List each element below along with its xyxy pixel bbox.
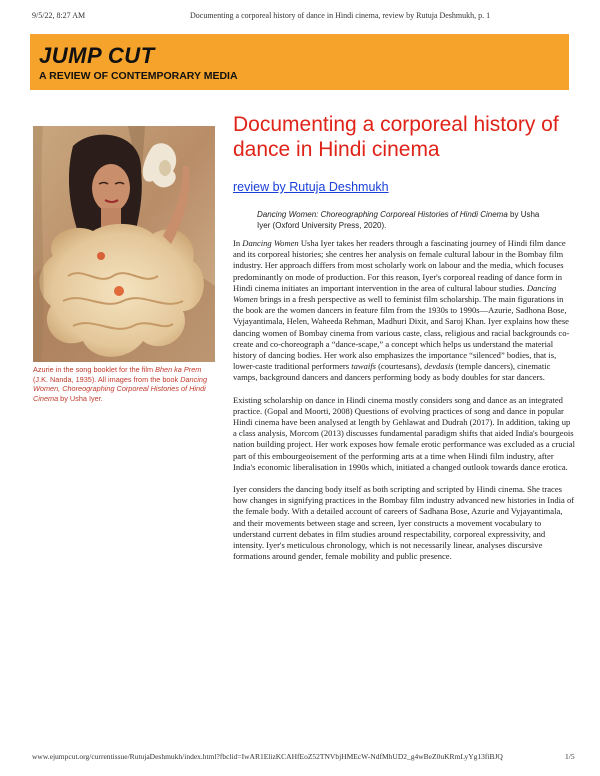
print-date: 9/5/22, 8:27 AM (32, 11, 86, 20)
print-page-title: Documenting a corporeal history of dance in Hindi cinema, review by Rutuja Deshmukh, p. 1 (190, 11, 491, 20)
paragraph-1 (233, 238, 575, 384)
p1-term-tawaifs: tawaifs (351, 361, 376, 372)
p1-text-e: brings in a fresh perspective as well to feminist film scholarship. The main figurations in the book are the women dancers in feature film from the 1930s to 1990s—Azurie, Sadhona Bose, Vyjayantimala, Helen, Waheeda Rehman, Madhuri Dixit, and Saroj Khan. Iyer explains how these dancing women of Bombay cinema from various caste, class, religious and racial backgrounds co-create and co-choreograph a “dance-scape,” a concept which helps us understand the material history of dancing bodies. Her work also emphasizes the importance “silenced” bodies, that is, lower-caste traditional performers (233, 294, 570, 372)
article-body (233, 238, 575, 573)
caption-text-2: (J.K. Nanda, 1935). All images from the book (33, 374, 181, 384)
photo-caption (33, 365, 213, 403)
caption-text-3: by Usha Iyer. (58, 393, 103, 403)
review-author-link[interactable]: review by Rutuja Deshmukh (233, 180, 389, 194)
article-title: Documenting a corporeal history of dance in Hindi cinema (233, 113, 559, 161)
site-tagline: A REVIEW OF CONTEMPORARY MEDIA (39, 70, 238, 82)
site-logo-title[interactable]: JUMP CUT (39, 43, 155, 68)
p1-text-c: Usha Iyer takes her readers through a fascinating journey of Hindi film dance and its corporeal histories; she centres her analysis on female cultural labour in the Bombay film industry. Her approach differs from most scholarly work on labour and the media, which focuses predominantly on mode of production. For this reason, Iyer's corporeal reading of dance form in Hindi cinema initiates an important intervention in the area of cultural labour studies. (233, 238, 566, 293)
p1-text-i: (temple dancers), cinematic vamps, background dancers and dancers performing body as body doubles for star dancers. (233, 361, 551, 383)
film-still-photo (33, 126, 215, 362)
page-url: www.ejumpcut.org/currentissue/RutujaDeshmukh/index.html?fbclid=IwAR1ElizKCAHfEoZ52TNVbjHMEcW-NdfMhUD2_g4wBeZ0uKRmLyYg13fiBJQ (32, 752, 503, 761)
p1-text-a: In (233, 238, 243, 248)
caption-book-title: Dancing Women, Choreographing Corporeal Histories of Hindi Cinema (33, 374, 208, 403)
caption-text-1: Azurie in the song booklet for the film (33, 365, 156, 374)
p1-book-title: Dancing Women (242, 238, 299, 248)
p1-book-title-2: Dancing Women (233, 282, 557, 305)
page-number: 1/5 (565, 752, 575, 761)
caption-film-title: Bhen ka Prem (155, 365, 202, 374)
book-ref-details: by Usha Iyer (Oxford University Press, 2020). (257, 210, 540, 230)
book-reference (257, 209, 547, 231)
paragraph-2: Existing scholarship on dance in Hindi cinema mostly considers song and dance as an integrated practice. (Gopal and Moorti, 2008) Questions of evolving practices of song and dance in popular Hindi cinema have been analysed at length by Gehlawat and Dudrah (2017). In addition, taking up a class analysis, Morcom (2013) discusses fundamental paradigm shifts that aided India's bourgeois nation building project. Her work exposes how female erotic performance was excluded as a crucial part of this embourgeoisement of the performing arts at a time when Hindi film industry, after India's economic liberalisation in 1990s which, initiated a changed outlook towards dance erotica. (233, 394, 575, 472)
paragraph-3: Iyer considers the dancing body itself as both scripting and scripted by Hindi cinema. She traces how changes in signifying practices in the Bombay film industry advanced new histories in India of the female body. With a detailed account of careers of Sadhana Bose, Azurie and Vyjayantimala, and their movements between stage and screen, Iyer constructs a movement vocabulary to understand current debates in film studies around respectability, corporeal expressivity, and intensity. Iyer's meticulous chronology, which is not necessarily linear, analyses discursive formations around gender, female mobility and public presence. (233, 484, 575, 562)
p1-term-devdasis: devdasis (424, 361, 454, 372)
book-ref-title: Dancing Women: Choreographing Corporeal Histories of Hindi Cinema (257, 210, 508, 219)
site-banner[interactable] (30, 34, 569, 90)
photo-illustration (33, 126, 215, 362)
print-footer (0, 752, 600, 764)
p1-text-g: (courtesans), (375, 361, 425, 372)
print-header (0, 11, 600, 23)
